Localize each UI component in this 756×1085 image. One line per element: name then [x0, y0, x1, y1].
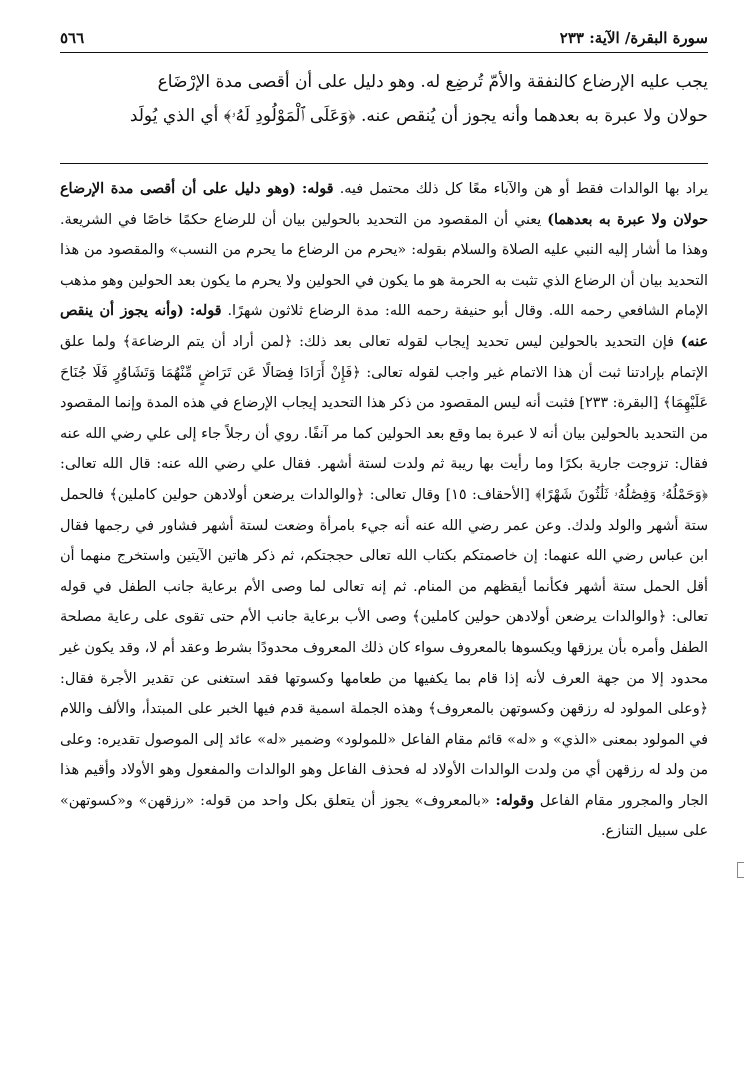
main-text — [60, 65, 708, 133]
margin-bracket-mark — [737, 862, 744, 878]
surah-ayah-title: سورة البقرة/ الآية: ٢٣٣ — [559, 29, 708, 47]
main-text-line: حولان ولا عبرة به بعدهما وأنه يجوز أن يُنقص عنه. ﴿وَعَلَى ٱلْمَوْلُودِ لَهُۥ﴾ أي الذي يُولَد — [129, 106, 708, 126]
commentary-text: يراد بها الوالدات فقط أو هن والآباء معًا كل ذلك محتمل فيه. — [339, 181, 708, 197]
quoted-phrase: (وأنه يجوز أن ينقص عنه) — [60, 303, 708, 350]
quoted-phrase: (وهو دليل على أن أقصى مدة الإرضاع حولان ولا عبرة به بعدهما) — [60, 181, 708, 228]
keyword-qawluhu: قوله: — [301, 181, 334, 197]
commentary-paragraph — [60, 174, 708, 847]
page-number: ٥٦٦ — [60, 29, 85, 47]
main-text-line: يجب عليه الإرضاع كالنفقة والأمّ تُرضِع له. وهو دليل على أن أقصى مدة الإرْضَاع — [157, 72, 708, 92]
footnote-divider — [60, 163, 708, 164]
commentary — [60, 174, 708, 847]
page-header — [60, 28, 708, 53]
keyword-qawluhu: وقوله: — [495, 792, 534, 809]
commentary-text: يعني أن المقصود من التحديد بالحولين بيان أن للرضاع حكمًا خاصًا في الشريعة. وهذا ما أشار إليه النبي عليه الصلاة والسلام بقوله: «يحرم من الرضاع ما يحرم من النسب» والمقصود من هذا التحديد بيان أن الرضاع الذي تثبت به الحرمة هو ما يكون في الحولين ولا يحرم ما يكون بعد الحولين وهو مذهب الإمام الشافعي رحمه الله. وقال أبو حنيفة رحمه الله: مدة الرضاع ثلاثون شهرًا. — [60, 211, 709, 320]
commentary-text: «بالمعروف» يجوز أن يتعلق بكل واحد من قوله: «رزقهن» و«كسوتهن» على سبيل التنازع. — [60, 792, 708, 840]
keyword-qawluhu: قوله: — [189, 303, 222, 320]
commentary-text: فإن التحديد بالحولين ليس تحديد إيجاب لقوله تعالى بعد ذلك: ﴿لمن أراد أن يتم الرضاعة﴾ ولما علق الإتمام بإرادتنا ثبت أن هذا الاتمام غير واجب لقوله تعالى: ﴿فَإِنْ أَرَادَا فِصَالًا عَن تَرَاضٍ مِّنْهُمَا وَتَشَاوُرٍ فَلَا جُنَاحَ عَلَيْهِمَا﴾ [البقرة: ٢٣٣] فثبت أنه ليس المقصود من ذكر هذا التحديد إيجاب الإرضاع في هذه المدة وإنما المقصود من التحديد بالحولين بيان أنه لا عبرة بما وقع بعد الحولين كما مر آنفًا. روي أن رجلاً جاء إلى علي رضي الله عنه فقال: تزوجت جارية بكرًا وما رأيت بها ريبة ثم ولدت لستة أشهر. فقال علي رضي الله عنه: قال الله تعالى: ﴿وَحَمْلُهُۥ وَفِصَٰلُهُۥ ثَلَٰثُونَ شَهْرًا﴾ [الأحقاف: ١٥] وقال تعالى: ﴿والوالدات يرضعن أولادهن حولين كاملين﴾ فالحمل ستة أشهر والولد ولدك. وعن عمر رضي الله عنه أنه جيء بامرأة وضعت لستة أشهر فشاور في رجمها فقال ابن عباس رضي الله عنهما: إن خاصمتكم بكتاب الله تعالى حججتكم، ثم ذكر هاتين الآيتين واستخرج منهما أن أقل الحمل ستة أشهر فكأنما أيقظهم من المنام. ثم إنه تعالى لما وصى الأم برعاية جانب الطفل في قوله تعالى: ﴿والوالدات يرضعن أولادهن حولين كاملين﴾ وصى الأب برعاية جانب الأم حتى تقوى على رعاية مصلحة الطفل وأمره بأن يرزقها ويكسوها بالمعروف سواء كان ذلك المعروف محدودًا بشرط وعقد أم لا، وقد يكون غير محدود إلا من جهة العرف لأنه إذا قام بما يكفيها من طعامها وكسوتها فقد استغنى عن تقدير الأجرة فقال: ﴿وعلى المولود له رزقهن وكسوتهن بالمعروف﴾ وهذه الجملة اسمية قدم فيها الخبر على المبتدأ، والألف واللام في المولود بمعنى «الذي» و «له» قائم مقام الفاعل «للمولود» وضمير «له» عائد إلى الموصول تقديره: وعلى من ولد له رزقهن أي من ولدت الوالدات الأولاد له فحذف الفاعل وهو الوالدات والمفعول وهو الأولاد وأقيم هذا الجار والمجرور مقام الفاعل — [60, 333, 709, 809]
